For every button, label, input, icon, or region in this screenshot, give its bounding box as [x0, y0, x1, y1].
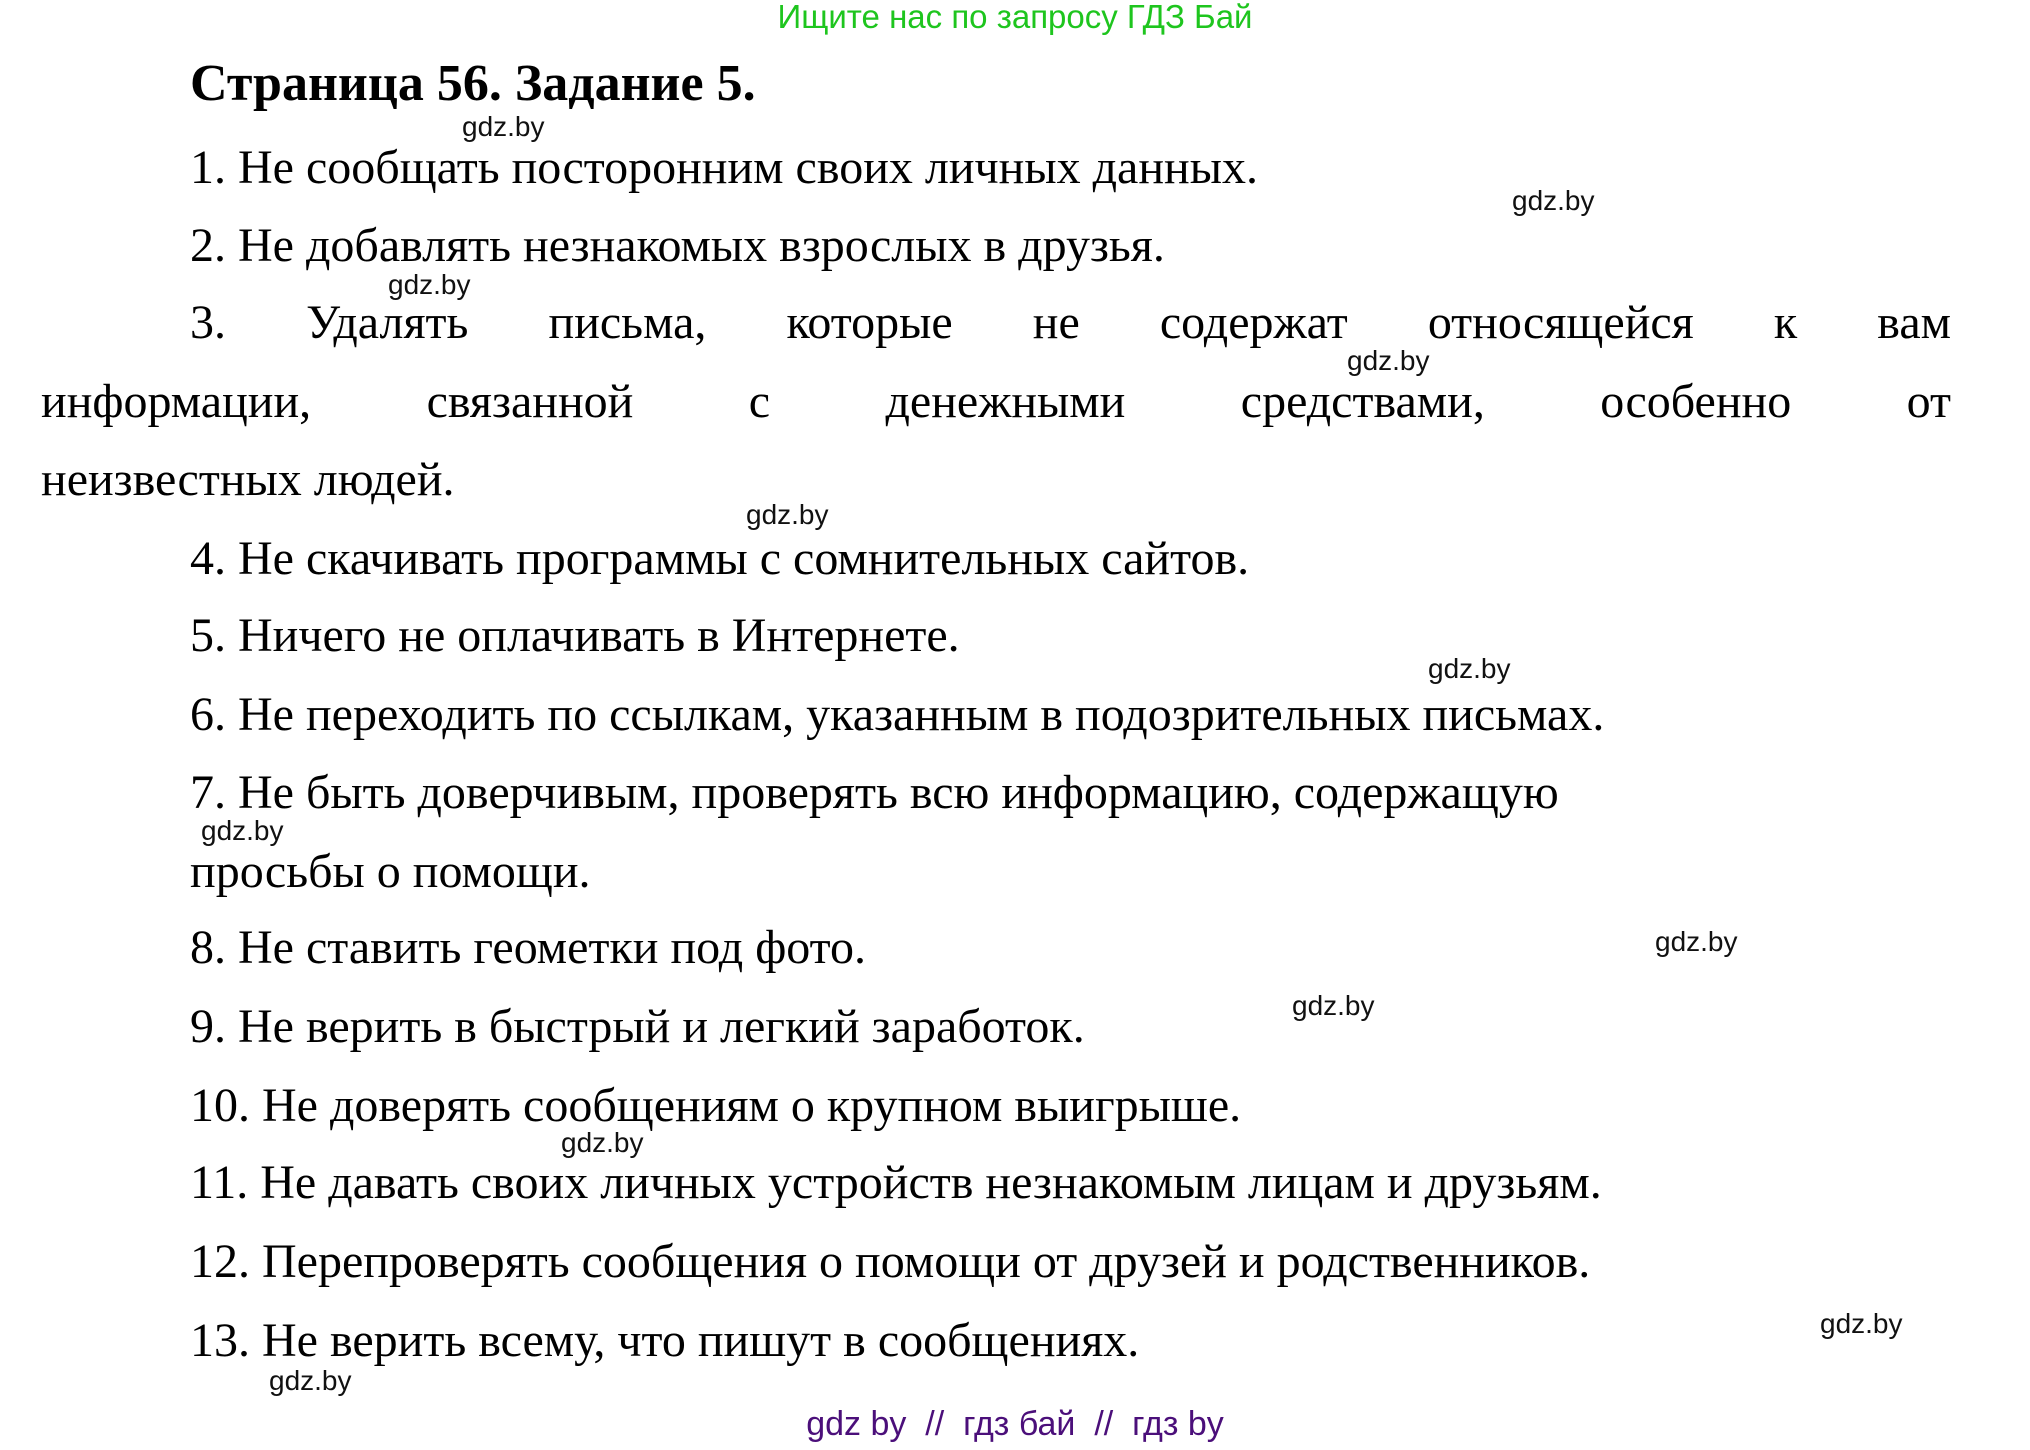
list-item: 5. Ничего не оплачивать в Интернете. [190, 609, 960, 662]
watermark: gdz.by [269, 1365, 352, 1396]
watermark: gdz.by [1347, 345, 1430, 376]
page-title: Страница 56. Задание 5. [190, 55, 756, 112]
list-item: 11. Не давать своих личных устройств незнакомым лицам и друзьям. [190, 1156, 1602, 1209]
list-item: 3. Удалять письма, которые не содержат относящейся к вам [190, 296, 1951, 349]
watermark: gdz.by [1512, 185, 1595, 216]
list-item-continuation: просьбы о помощи. [190, 845, 591, 898]
watermark: gdz.by [1820, 1308, 1903, 1339]
list-item: 8. Не ставить геометки под фото. [190, 921, 867, 974]
search-banner: Ищите нас по запросу ГДЗ Бай [777, 0, 1253, 35]
list-item: 12. Перепроверять сообщения о помощи от друзей и родственников. [190, 1235, 1591, 1288]
list-item: 1. Не сообщать посторонним своих личных данных. [190, 141, 1258, 194]
watermark: gdz.by [746, 499, 829, 530]
list-item-continuation: неизвестных людей. [41, 453, 455, 506]
watermark: gdz.by [1292, 990, 1375, 1021]
watermark: gdz.by [1655, 926, 1738, 957]
list-item-continuation: информации, связанной с денежными средствами, особенно от [41, 375, 1951, 428]
list-item: 2. Не добавлять незнакомых взрослых в друзья. [190, 219, 1165, 272]
list-item: 9. Не верить в быстрый и легкий заработок. [190, 1000, 1085, 1053]
watermark: gdz.by [1428, 653, 1511, 684]
watermark: gdz.by [201, 815, 284, 846]
list-item: 6. Не переходить по ссылкам, указанным в подозрительных письмах. [190, 688, 1605, 741]
watermark: gdz.by [462, 111, 545, 142]
watermark: gdz.by [561, 1127, 644, 1158]
list-item: 13. Не верить всему, что пишут в сообщениях. [190, 1314, 1140, 1367]
watermark: gdz.by [388, 269, 471, 300]
footer-links: gdz by // гдз бай // гдз by [806, 1405, 1224, 1443]
list-item: 4. Не скачивать программы с сомнительных сайтов. [190, 532, 1250, 585]
list-item: 7. Не быть доверчивым, проверять всю информацию, содержащую [190, 766, 1559, 819]
list-item: 10. Не доверять сообщениям о крупном выигрыше. [190, 1079, 1242, 1132]
